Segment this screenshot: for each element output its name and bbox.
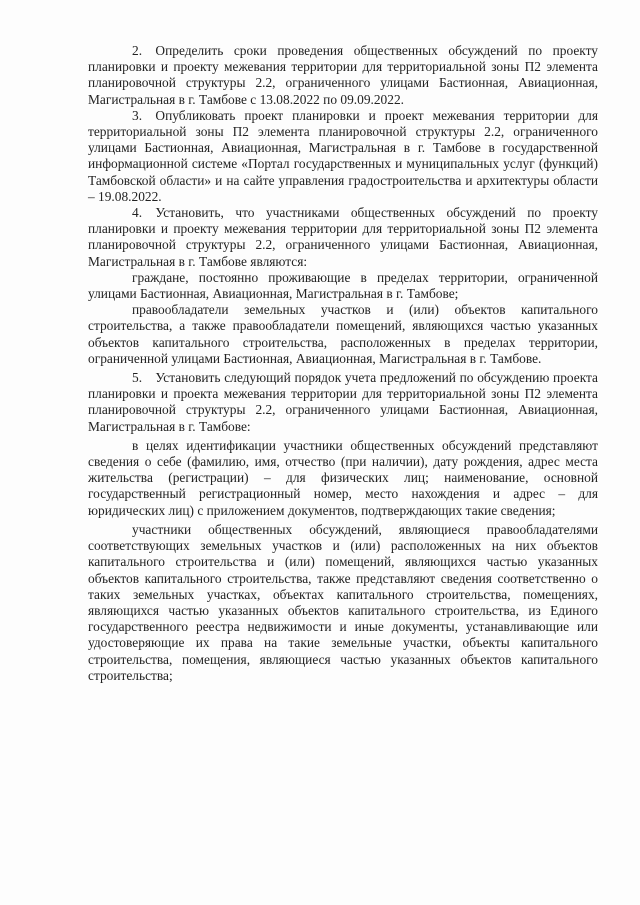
paragraph-rightholders: правообладатели земельных участков и (или) объектов капитального строительства, а также правообладатели помещений, являющихся частью указанных объектов капитального строительства, расположенных в пределах территории, ограниченной улицами Бастионная, Авиационная, Магистральная в г. Тамбове.	[88, 302, 598, 366]
paragraph-rightholder-info: участники общественных обсуждений, являющиеся правообладателями соответствующих земельных участков и (или) расположенных на них объектов капитального строительства и (или) помещений, являющихся частью указанных объектов капитального строительства, также представляют сведения соответственно о таких земельных участках, объектах капитального строительства, помещениях, являющихся частью указанных объектов капитального строительства, из Единого государственного реестра недвижимости и иные документы, устанавливающие или удостоверяющие их права на такие земельные участки, объекты капитального строительства, помещения, являющиеся частью указанных объектов капитального строительства;	[88, 521, 598, 683]
paragraph-identification: в целях идентификации участники общественных обсуждений представляют сведения о себе (фамилию, имя, отчество (при наличии), дату рождения, адрес места жительства (регистрации) – для физических лиц; наименование, основной государственный регистрационный номер, место нахождения и адрес – для юридических лиц) с приложением документов, подтверждающих такие сведения;	[88, 437, 598, 518]
paragraph-item-2: 2. Определить сроки проведения общественных обсуждений по проекту планировки и проекту межевания территории для территориальной зоны П2 элемента планировочной структуры 2.2, ограниченного улицами Бастионная, Авиационная, Магистральная в г. Тамбове с 13.08.2022 по 09.09.2022.	[88, 43, 598, 107]
paragraph-item-5: 5. Установить следующий порядок учета предложений по обсуждению проекта планировки и проекта межевания территории для территориальной зоны П2 элемента планировочной структуры 2.2, ограниченного улицами Бастионная, Авиационная, Магистральная в г. Тамбове:	[88, 370, 598, 434]
paragraph-item-4: 4. Установить, что участниками общественных обсуждений по проекту планировки и проекту межевания территории для территориальной зоны П2 элемента планировочной структуры 2.2, ограниченного улицами Бастионная, Авиационная, Магистральная в г. Тамбове являются:	[88, 205, 598, 269]
document-body	[88, 43, 598, 684]
paragraph-citizens: граждане, постоянно проживающие в пределах территории, ограниченной улицами Бастионная, Авиационная, Магистральная в г. Тамбове;	[88, 269, 598, 302]
paragraph-item-3: 3. Опубликовать проект планировки и проект межевания территории для территориальной зоны П2 элемента планировочной структуры 2.2, ограниченного улицами Бастионная, Авиационная, Магистральная в г. Тамбове в государственной информационной системе «Портал государственных и муниципальных услуг (функций) Тамбовской области» и на сайте управления градостроительства и архитектуры области – 19.08.2022.	[88, 107, 598, 204]
